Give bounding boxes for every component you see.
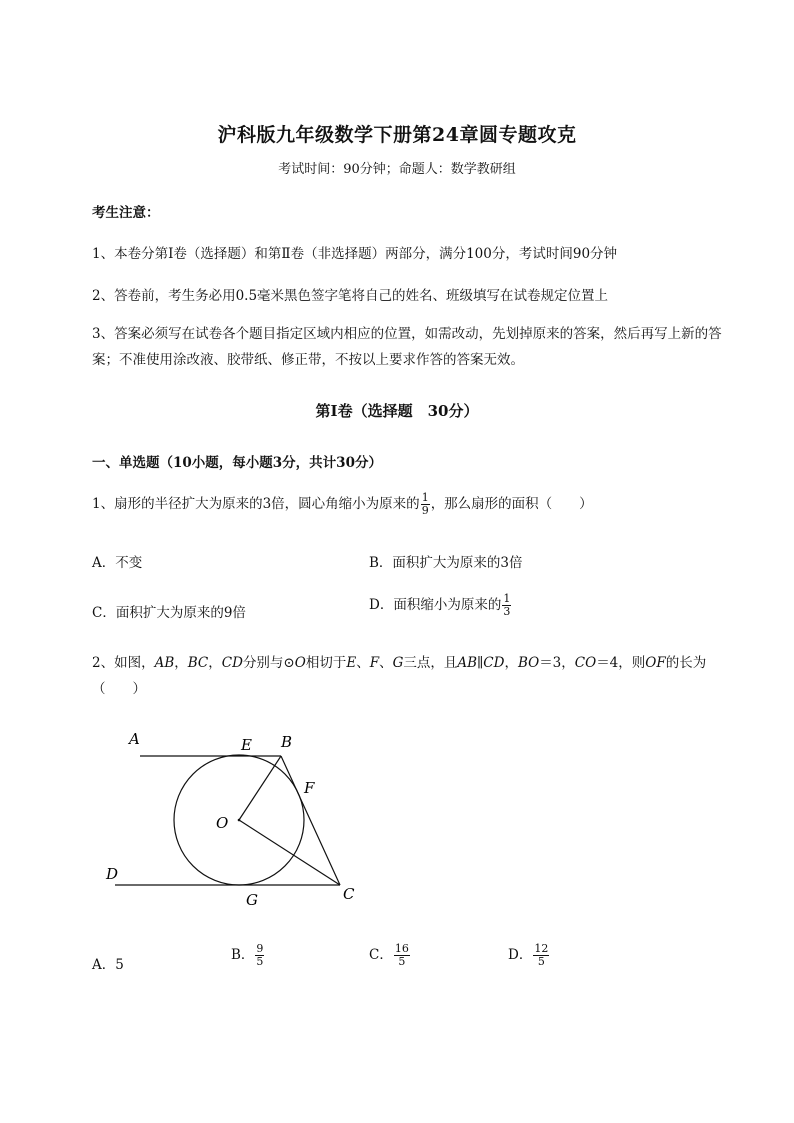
notice-heading: 考生注意： <box>92 205 160 221</box>
q2-text: 2、如图， <box>92 655 155 671</box>
q2-math: AB <box>457 655 478 671</box>
q2-math: CD <box>221 655 243 671</box>
q2-math: AB <box>154 655 175 671</box>
q2-text: 分别与⊙ <box>242 655 295 671</box>
q2-math: G <box>392 655 404 671</box>
q1-optd-den: 3 <box>503 605 511 618</box>
q2-math: F <box>369 655 380 671</box>
q2-optd-den: 5 <box>537 955 545 968</box>
label-g: G <box>246 891 258 909</box>
q2-math: CD <box>483 655 505 671</box>
label-b: B <box>281 733 293 751</box>
q1-fraction <box>421 492 430 517</box>
q2-math: BO <box>517 655 540 671</box>
q2-text: ＝4，则 <box>596 655 646 671</box>
question-group-title: 一、单选题（10小题，每小题3分，共计30分） <box>92 455 382 471</box>
notice-item-1: 1、本卷分第I卷（选择题）和第Ⅱ卷（非选择题）两部分，满分100分，考试时间90分钟 <box>92 246 618 262</box>
q2-optc-num: 16 <box>394 942 409 955</box>
label-a: A <box>129 730 140 748</box>
q2-math: BC <box>187 655 209 671</box>
geometry-figure <box>95 722 375 917</box>
q2-option-d-fraction <box>533 943 549 968</box>
section-title: 第I卷（选择题 30分） <box>315 402 479 420</box>
q1-text-after: ，那么扇形的面积（ ） <box>430 496 593 512</box>
q1-frac-num: 1 <box>421 491 429 504</box>
q1-option-b[interactable]: B．面积扩大为原来的3倍 <box>369 555 523 571</box>
q2-optb-num: 9 <box>256 942 264 955</box>
q2-math: E <box>346 655 357 671</box>
q1-option-d[interactable] <box>369 593 512 618</box>
label-o: O <box>216 814 229 832</box>
q2-option-a[interactable]: A．5 <box>92 957 124 973</box>
q2-text: 相切于 <box>305 655 347 671</box>
q2-text: 的长为 <box>665 655 707 671</box>
notice-item-2: 2、答卷前，考生务必用0.5毫米黑色签字笔将自己的姓名、班级填写在试卷规定位置上 <box>92 288 609 304</box>
q2-text: ， <box>208 655 222 671</box>
q2-option-b-label: B． <box>231 947 255 963</box>
question-2 <box>92 651 706 671</box>
q2-math: O <box>294 655 306 671</box>
q2-option-b[interactable] <box>231 943 265 968</box>
q1-text-before: 1、扇形的半径扩大为原来的3倍，圆心角缩小为原来的 <box>92 496 420 512</box>
q2-option-d[interactable] <box>508 943 550 968</box>
page-title: 沪科版九年级数学下册第24章圆专题攻克 <box>217 124 577 146</box>
q2-text: ， <box>174 655 188 671</box>
q2-text: 、 <box>356 655 370 671</box>
q1-option-d-text: D．面积缩小为原来的 <box>369 597 502 613</box>
q2-math: CO <box>574 655 597 671</box>
q1-option-a[interactable]: A．不变 <box>92 555 143 571</box>
label-f: F <box>304 779 315 797</box>
q2-text: ， <box>504 655 518 671</box>
notice-item-3: 3、答案必须写在试卷各个题目指定区域内相应的位置，如需改动，先划掉原来的答案，然后再写上新的答案；不准使用涂改液、胶带纸、修正带，不按以上要求作答的答案无效。 <box>92 326 722 368</box>
q2-text: 三点，且 <box>403 655 458 671</box>
q1-option-c[interactable]: C．面积扩大为原来的9倍 <box>92 605 246 621</box>
q2-text: ＝3， <box>539 655 575 671</box>
q2-answer-paren: （ ） <box>92 681 146 697</box>
exam-info: 考试时间：90分钟；命题人：数学教研组 <box>278 162 516 177</box>
q1-optd-num: 1 <box>503 592 511 605</box>
label-d: D <box>106 865 119 883</box>
q2-text: ∥ <box>477 655 484 671</box>
q2-option-b-fraction <box>255 943 264 968</box>
q2-option-c-label: C． <box>369 947 393 963</box>
q2-option-d-label: D． <box>508 947 533 963</box>
q2-option-c[interactable] <box>369 943 411 968</box>
q2-math: OF <box>645 655 666 671</box>
q2-optc-den: 5 <box>398 955 406 968</box>
q1-option-d-fraction <box>502 593 511 618</box>
q2-optd-num: 12 <box>534 942 549 955</box>
line-ob <box>239 756 281 820</box>
center-point <box>238 819 241 822</box>
q1-frac-den: 9 <box>421 504 429 517</box>
label-c: C <box>343 885 355 903</box>
q2-optb-den: 5 <box>256 955 264 968</box>
question-1 <box>92 492 593 517</box>
label-e: E <box>241 736 252 754</box>
q2-option-c-fraction <box>394 943 410 968</box>
q2-text: 、 <box>379 655 393 671</box>
